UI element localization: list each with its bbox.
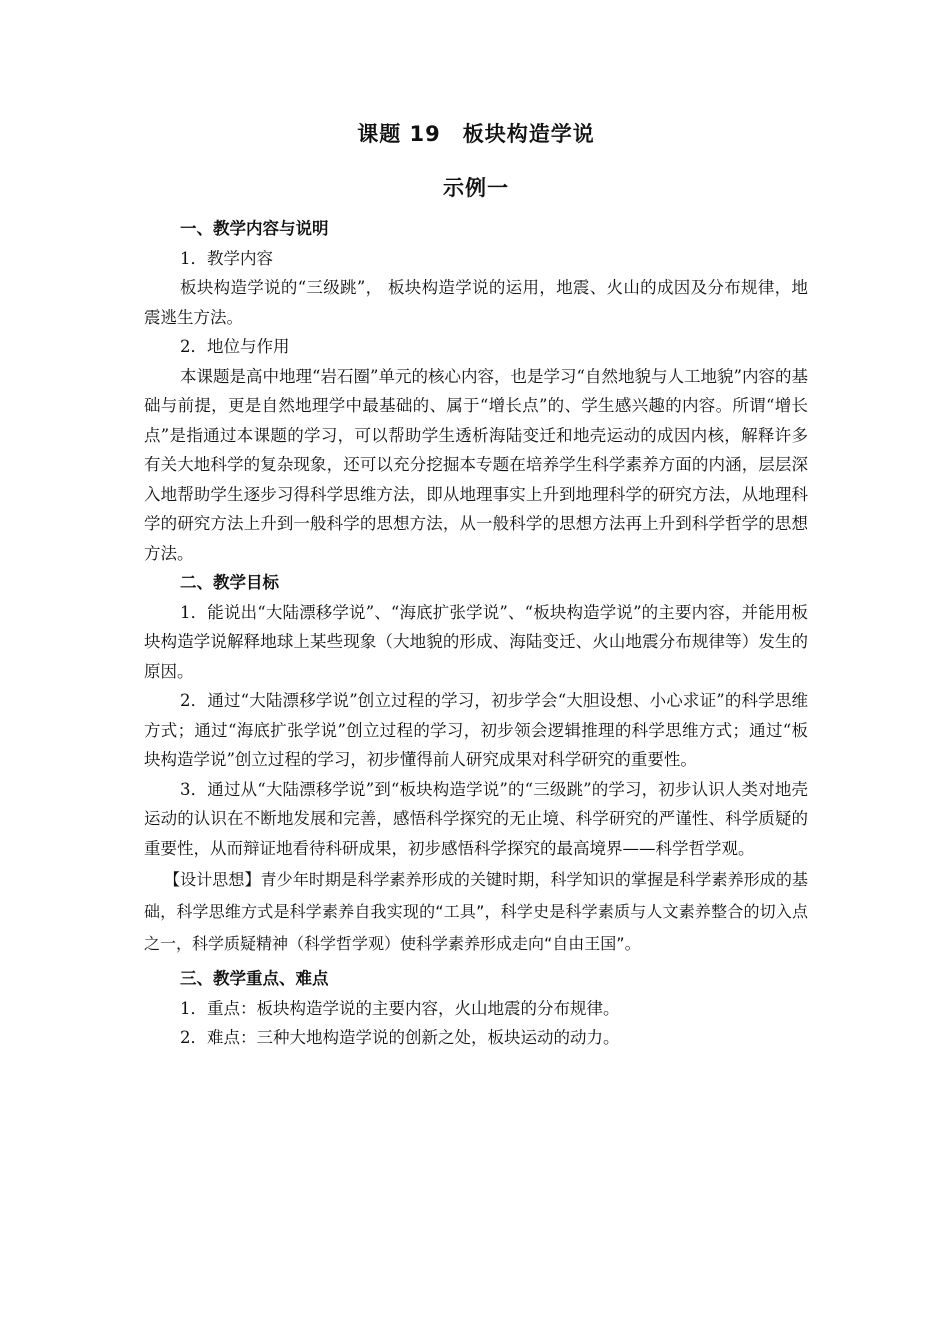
design-note: 【设计思想】青少年时期是科学素养形成的关键时期，科学知识的掌握是科学素养形成的基础，科学思维方式是科学素养自我实现的“工具”，科学史是科学素质与人文素养整合的切入点之一，科学质疑精神（科学哲学观）使科学素养形成走向“自由王国”。 xyxy=(144,870,808,953)
paragraph-status-role: 本课题是高中地理“岩石圈”单元的核心内容，也是学习“自然地貌与人工地貌”内容的基础与前提，更是自然地理学中最基础的、属于“增长点”的、学生感兴趣的内容。所谓“增长点”是指通过本课题的学习，可以帮助学生透析海陆变迁和地壳运动的成因内核，解释许多有关大地科学的复杂现象，还可以充分挖掘本专题在培养学生科学素养方面的内涵，层层深入地帮助学生逐步习得科学思维方法，即从地理事实上升到地理科学的研究方法，从地理科学的研究方法上升到一般科学的思想方法，从一般科学的思想方法再上升到科学哲学的思想方法。 xyxy=(144,366,808,563)
paragraph-teaching-content: 板块构造学说的“三级跳”， 板块构造学说的运用，地震、火山的成因及分布规律，地震逃生方法。 xyxy=(144,278,808,327)
page-subtitle: 示例一 xyxy=(443,176,509,200)
section-heading-content: 一、教学内容与说明 xyxy=(180,219,329,238)
objective-item-1: 1．能说出“大陆漂移学说”、“海底扩张学说”、“板块构造学说”的主要内容，并能用板块构造学说解释地球上某些现象（大地貌的形成、海陆变迁、火山地震分布规律等）发生的原因。 xyxy=(144,602,808,681)
document-body xyxy=(144,214,808,1053)
page-title: 课题 19 板块构造学说 xyxy=(357,122,595,146)
section-heading-objectives: 二、教学目标 xyxy=(180,573,279,592)
key-point-item-1: 1．重点：板块构造学说的主要内容，火山地震的分布规律。 xyxy=(180,998,620,1018)
objective-item-2: 2．通过“大陆漂移学说”创立过程的学习，初步学会“大胆设想、小心求证”的科学思维方式；通过“海底扩张学说”创立过程的学习，初步领会逻辑推理的科学思维方式；通过“板块构造学说”创立过程的学习，初步懂得前人研究成果对科学研究的重要性。 xyxy=(144,691,808,769)
subsection-heading-teaching-content: 1．教学内容 xyxy=(180,248,273,268)
subsection-heading-status-role: 2．地位与作用 xyxy=(180,337,290,356)
section-heading-key-points: 三、教学重点、难点 xyxy=(180,969,329,988)
objective-item-3: 3．通过从“大陆漂移学说”到“板块构造学说”的“三级跳”的学习，初步认识人类对地壳运动的认识在不断地发展和完善，感悟科学探究的无止境、科学研究的严谨性、科学质疑的重要性，从而辩证地看待科研成果，初步感悟科学探究的最高境界——科学哲学观。 xyxy=(144,779,808,858)
key-point-item-2: 2．难点：三种大地构造学说的创新之处，板块运动的动力。 xyxy=(180,1028,620,1047)
